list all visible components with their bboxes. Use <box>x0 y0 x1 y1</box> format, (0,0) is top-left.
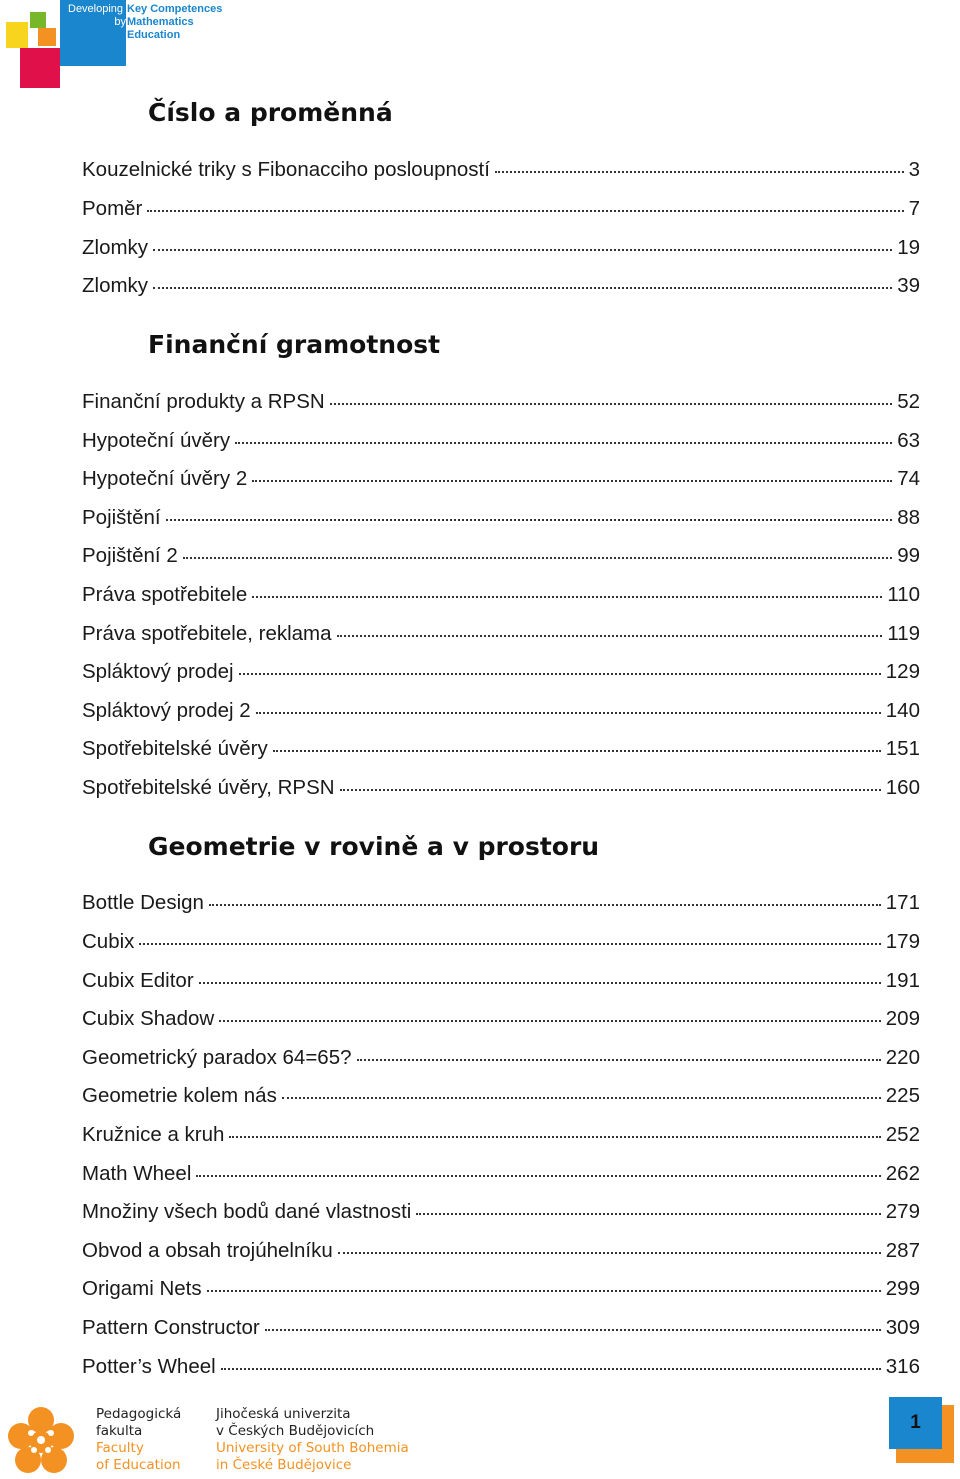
toc-entry[interactable] <box>82 274 920 302</box>
toc-page: 191 <box>885 969 920 992</box>
toc-page: 262 <box>885 1162 920 1185</box>
toc-entry[interactable] <box>82 1123 920 1151</box>
toc-page: 209 <box>885 1007 920 1030</box>
toc-title: Zlomky <box>82 274 149 297</box>
toc-entry[interactable] <box>82 1200 920 1228</box>
logo-square-green <box>30 12 46 28</box>
toc-page: 220 <box>885 1046 920 1069</box>
toc-title: Potter’s Wheel <box>82 1355 216 1378</box>
toc-leader <box>265 1328 881 1331</box>
toc-page: 151 <box>885 737 920 760</box>
logo-developing: Developing <box>68 3 124 15</box>
toc-leader <box>239 672 881 675</box>
toc-page: 99 <box>897 544 920 567</box>
faculty-logo-icon <box>0 1400 82 1479</box>
toc-title: Kružnice a kruh <box>82 1123 225 1146</box>
toc-entry[interactable] <box>82 1007 920 1035</box>
toc-title: Spotřebitelské úvěry <box>82 737 268 760</box>
page-number: 1 <box>889 1397 942 1449</box>
toc-leader <box>235 441 892 444</box>
faculty-name <box>96 1406 181 1474</box>
toc-title: Zlomky <box>82 236 149 259</box>
toc-leader <box>183 556 892 559</box>
toc-entry[interactable] <box>82 429 920 457</box>
toc-leader <box>229 1135 880 1138</box>
toc-title: Cubix <box>82 930 135 953</box>
toc-entry[interactable] <box>82 1084 920 1112</box>
toc-entry[interactable] <box>82 699 920 727</box>
toc-entry[interactable] <box>82 390 920 418</box>
faculty-cz-line2: fakulta <box>96 1423 143 1439</box>
toc-leader <box>282 1096 881 1099</box>
toc-title: Pojištění <box>82 506 161 529</box>
toc-leader <box>219 1019 881 1022</box>
toc-page: 160 <box>885 776 920 799</box>
logo-by: by <box>114 16 126 28</box>
toc-page: 63 <box>897 429 920 452</box>
toc-entry[interactable] <box>82 236 920 264</box>
section-heading: Číslo a proměnná <box>148 98 393 127</box>
toc-leader <box>221 1367 881 1370</box>
toc-title: Pojištění 2 <box>82 544 178 567</box>
section-heading: Finanční gramotnost <box>148 330 441 359</box>
toc-leader <box>340 788 881 791</box>
toc-leader <box>139 942 880 945</box>
toc-entry[interactable] <box>82 544 920 572</box>
university-en-line1: University of South Bohemia <box>216 1440 409 1456</box>
toc-entry[interactable] <box>82 1046 920 1074</box>
toc-title: Práva spotřebitele, reklama <box>82 622 332 645</box>
toc-entry[interactable] <box>82 1316 920 1344</box>
toc-page: 129 <box>885 660 920 683</box>
toc-page: 88 <box>897 506 920 529</box>
toc-page: 287 <box>885 1239 920 1262</box>
university-cz-line2: v Českých Budějovicích <box>216 1423 375 1439</box>
toc-page: 316 <box>885 1355 920 1378</box>
logo-key-competences: Key Competences <box>127 3 223 15</box>
toc-title: Cubix Shadow <box>82 1007 215 1030</box>
toc-page: 252 <box>885 1123 920 1146</box>
toc-entry[interactable] <box>82 737 920 765</box>
toc-leader <box>337 634 883 637</box>
logo-education: Education <box>127 29 181 41</box>
toc-entry[interactable] <box>82 197 920 225</box>
toc-entry[interactable] <box>82 467 920 495</box>
toc-entry[interactable] <box>82 158 920 186</box>
toc-title: Origami Nets <box>82 1277 202 1300</box>
toc-page: 7 <box>908 197 920 220</box>
toc-entry[interactable] <box>82 622 920 650</box>
toc-title: Hypoteční úvěry 2 <box>82 467 248 490</box>
toc-entry[interactable] <box>82 660 920 688</box>
toc-entry[interactable] <box>82 1162 920 1190</box>
toc-title: Práva spotřebitele <box>82 583 248 606</box>
toc-entry[interactable] <box>82 1355 920 1383</box>
toc-title: Pattern Constructor <box>82 1316 260 1339</box>
toc-entry[interactable] <box>82 1239 920 1267</box>
toc-page: 171 <box>885 891 920 914</box>
logo-square-red <box>20 48 60 88</box>
toc-title: Spláktový prodej 2 <box>82 699 251 722</box>
toc-title: Finanční produkty a RPSN <box>82 390 325 413</box>
toc-title: Cubix Editor <box>82 969 194 992</box>
toc-entry[interactable] <box>82 969 920 997</box>
toc-page: 39 <box>897 274 920 297</box>
toc-leader <box>196 1174 880 1177</box>
faculty-cz-line1: Pedagogická <box>96 1406 182 1422</box>
toc-title: Geometrický paradox 64=65? <box>82 1046 352 1069</box>
toc-title: Množiny všech bodů dané vlastnosti <box>82 1200 412 1223</box>
toc-page: 3 <box>908 158 920 181</box>
toc-title: Kouzelnické triky s Fibonacciho posloupností <box>82 158 490 181</box>
toc-leader <box>153 286 892 289</box>
toc-title: Geometrie kolem nás <box>82 1084 277 1107</box>
toc-leader <box>252 595 882 598</box>
toc-title: Spotřebitelské úvěry, RPSN <box>82 776 335 799</box>
toc-page: 119 <box>887 622 920 645</box>
toc-leader <box>252 479 892 482</box>
logo-text-left <box>68 3 126 29</box>
toc-leader <box>256 711 881 714</box>
toc-leader <box>207 1289 881 1292</box>
toc-page: 74 <box>897 467 920 490</box>
toc-page: 179 <box>885 930 920 953</box>
university-cz-line1: Jihočeská univerzita <box>216 1406 351 1422</box>
toc-title: Bottle Design <box>82 891 204 914</box>
toc-title: Obvod a obsah trojúhelníku <box>82 1239 333 1262</box>
toc-entry[interactable] <box>82 583 920 611</box>
section-heading: Geometrie v rovině a v prostoru <box>148 832 600 861</box>
toc-leader <box>153 248 892 251</box>
toc-page: 52 <box>897 390 920 413</box>
toc-entry[interactable] <box>82 891 920 919</box>
toc-page: 140 <box>885 699 920 722</box>
toc-page: 309 <box>885 1316 920 1339</box>
logo-mathematics: Mathematics <box>127 16 194 28</box>
university-en-line2: in České Budějovice <box>216 1457 352 1473</box>
toc-leader <box>338 1251 881 1254</box>
toc-page: 299 <box>885 1277 920 1300</box>
header-logo <box>0 0 230 90</box>
logo-square-orange <box>38 28 56 46</box>
toc-entry[interactable] <box>82 1277 920 1305</box>
toc-entry[interactable] <box>82 506 920 534</box>
toc-entry[interactable] <box>82 930 920 958</box>
toc-leader <box>416 1212 880 1215</box>
toc-title: Spláktový prodej <box>82 660 234 683</box>
faculty-en-line2: of Education <box>96 1457 181 1473</box>
university-name <box>216 1406 409 1474</box>
toc-leader <box>357 1058 881 1061</box>
logo-square-yellow <box>6 22 28 48</box>
toc-page: 19 <box>897 236 920 259</box>
toc-leader <box>166 518 893 521</box>
toc-title: Math Wheel <box>82 1162 192 1185</box>
logo-text-right <box>127 3 222 42</box>
toc-title: Hypoteční úvěry <box>82 429 231 452</box>
toc-page: 110 <box>887 583 920 606</box>
toc-leader <box>330 402 892 405</box>
toc-leader <box>199 981 881 984</box>
toc-leader <box>495 170 904 173</box>
toc-page: 225 <box>885 1084 920 1107</box>
toc-leader <box>147 209 903 212</box>
toc-entry[interactable] <box>82 776 920 804</box>
toc-leader <box>273 749 881 752</box>
toc-page: 279 <box>885 1200 920 1223</box>
faculty-en-line1: Faculty <box>96 1440 144 1456</box>
toc-title: Poměr <box>82 197 143 220</box>
toc-leader <box>209 903 881 906</box>
